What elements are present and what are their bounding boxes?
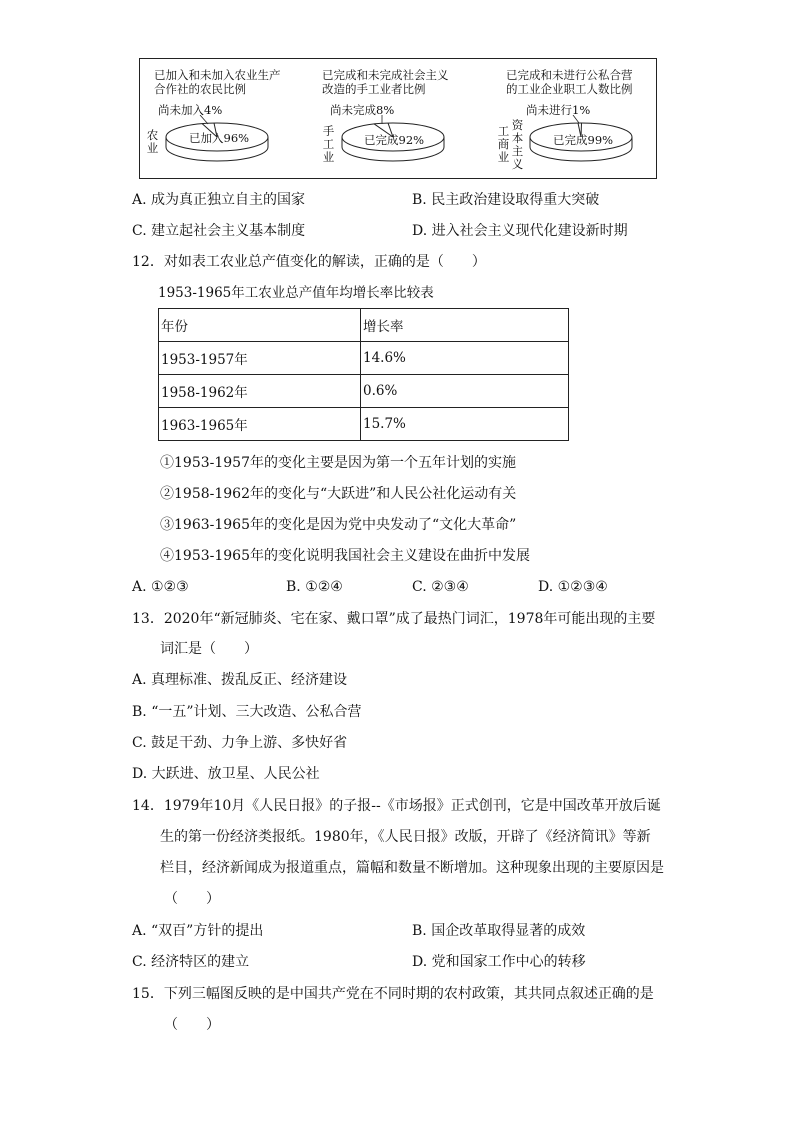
q12-stem: 12．对如表工农业总产值变化的解读，正确的是（ ） [132,254,486,270]
q13-option-b: B. “一五”计划、三大改造、公私合营 [132,704,362,720]
chart3-title-line2: 的工业企业职工人数比例 [506,82,633,96]
q14-stem-line3: 栏目，经济新闻成为报道重点，篇幅和数量不断增加。这种现象出现的主要原因是 [160,860,664,876]
chart3-side-label-a: 工商业 [497,124,510,164]
q14-stem-line4: （ ） [164,891,220,907]
q12-statement-4: ④1953-1965年的变化说明我国社会主义建设在曲折中发展 [160,548,530,564]
chart1-inside: 已加入96% [189,131,250,145]
chart1-title-line2: 合作社的农民比例 [154,82,246,96]
chart3-side-label-b: 资本主义 [511,118,524,171]
q11-option-c: C. 建立起社会主义基本制度 [132,223,306,239]
q13-option-c: C. 鼓足干劲、力争上游、多快好省 [132,735,348,751]
q14-stem-line1: 14．1979年10月《人民日报》的子报--《市场报》正式创刊，它是中国改革开放后诞 [132,798,661,814]
q11-option-d: D. 进入社会主义现代化建设新时期 [412,223,628,239]
q13-option-d: D. 大跃进、放卫星、人民公社 [132,766,320,782]
q12-option-d: D. ①②③④ [538,579,608,595]
table-row [159,408,569,441]
q11-option-a: A. 成为真正独立自主的国家 [132,192,306,208]
q12-statement-1: ①1953-1957年的变化主要是因为第一个五年计划的实施 [160,455,516,471]
q12-statement-3: ③1963-1965年的变化是因为党中央发动了“文化大革命” [160,517,517,533]
chart2-inside: 已完成92% [364,133,425,147]
growth-rate-table [158,308,569,441]
pie-charts-figure [139,58,657,179]
chart1-callout: 尚未加入4% [158,103,223,117]
q12-option-c: C. ②③④ [412,579,469,595]
table-cell-year: 1953-1957年 [159,342,361,375]
table-row [159,375,569,408]
q15-stem-line1: 15．下列三幅图反映的是中国共产党在不同时期的农村政策，其共同点叙述正确的是 [132,986,654,1002]
table-header-row [159,309,569,342]
chart1-title-line1: 已加入和未加入农业生产 [154,68,281,82]
q12-option-a: A. ①②③ [132,579,189,595]
q14-stem-line2: 生的第一份经济类报纸。1980年，《人民日报》改版，开辟了《经济简讯》等新 [160,829,651,845]
chart2-title-line1: 已完成和未完成社会主义 [322,68,449,82]
table-cell-year: 1958-1962年 [159,375,361,408]
chart3-title-line1: 已完成和未进行公私合营 [506,68,633,82]
q14-option-b: B. 国企改革取得显著的成效 [412,923,586,939]
q13-stem-line2: 词汇是（ ） [160,641,258,657]
q15-stem-line2: （ ） [164,1017,220,1033]
q14-option-a: A. “双百”方针的提出 [132,923,264,939]
table-cell-rate: 14.6% [361,342,569,375]
chart2-title-line2: 改造的手工业者比例 [322,82,426,96]
q14-option-d: D. 党和国家工作中心的转移 [412,954,586,970]
table-cell-year: 1963-1965年 [159,408,361,441]
table-cell-rate: 15.7% [361,408,569,441]
chart1-side-label: 农业 [146,128,159,155]
q12-statement-2: ②1958-1962年的变化与“大跃进”和人民公社化运动有关 [160,486,517,502]
chart2-side-label: 手工业 [322,124,335,164]
q14-option-c: C. 经济特区的建立 [132,954,250,970]
q13-stem-line1: 13．2020年“新冠肺炎、宅在家、戴口罩”成了最热门词汇，1978年可能出现的主要 [132,611,656,627]
table-row [159,342,569,375]
q13-option-a: A. 真理标准、拨乱反正、经济建设 [132,672,348,688]
table-header-year: 年份 [159,309,361,342]
q12-table-caption: 1953-1965年工农业总产值年均增长率比较表 [158,285,434,301]
table-header-rate: 增长率 [361,309,569,342]
q11-option-b: B. 民主政治建设取得重大突破 [412,192,600,208]
q12-option-b: B. ①②④ [286,579,343,595]
chart2-callout: 尚未完成8% [330,103,395,117]
chart3-inside: 已完成99% [553,133,614,147]
table-cell-rate: 0.6% [361,375,569,408]
chart3-callout: 尚未进行1% [526,103,591,117]
